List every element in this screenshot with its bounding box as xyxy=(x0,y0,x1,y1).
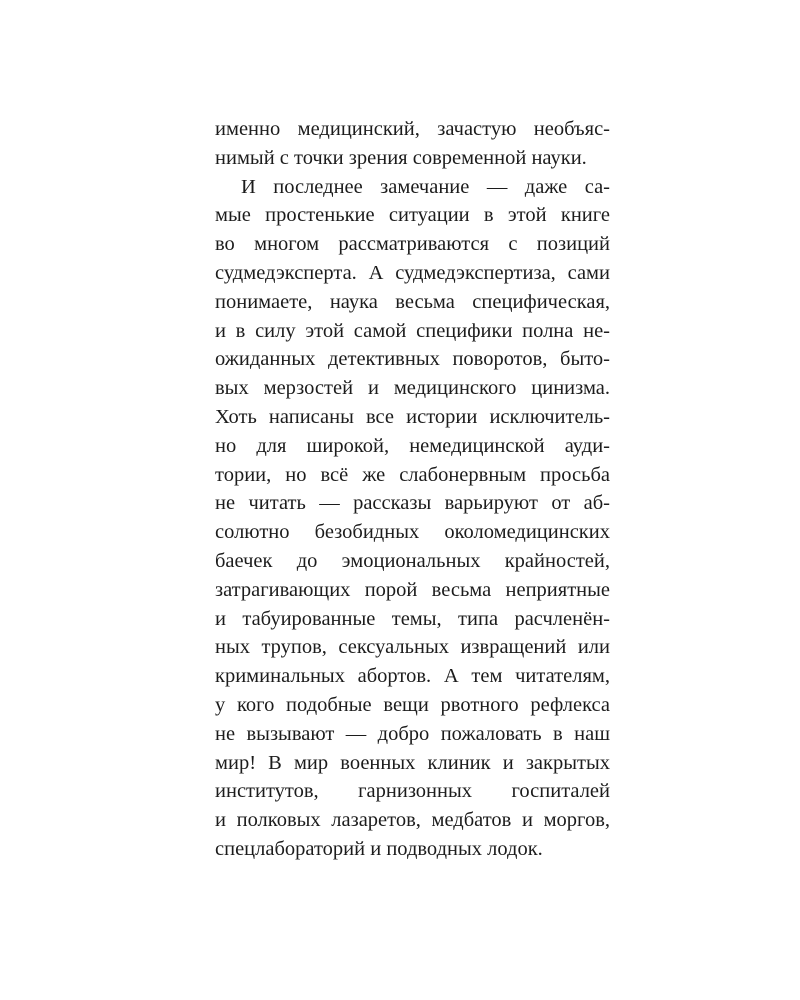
text-line: ожиданных детективных поворотов, быто- xyxy=(215,348,610,371)
text-line: судмедэксперта. А судмедэкспертиза, сами xyxy=(215,261,610,284)
text-line: не вызывают — добро пожаловать в наш xyxy=(215,722,610,745)
text-line: мые простенькие ситуации в этой книге xyxy=(215,204,610,227)
text-line: и полковых лазаретов, медбатов и моргов, xyxy=(215,809,610,832)
text-line: Хоть написаны все истории исключитель- xyxy=(215,405,610,428)
text-line: баечек до эмоциональных крайностей, xyxy=(215,549,610,572)
text-line: затрагивающих порой весьма неприятные xyxy=(215,578,610,601)
text-line: не читать — рассказы варьируют от аб- xyxy=(215,492,610,515)
text-line: вых мерзостей и медицинского цинизма. xyxy=(215,377,610,400)
text-line: во многом рассматриваются с позиций xyxy=(215,233,610,256)
text-line: тории, но всё же слабонервным просьба xyxy=(215,463,610,486)
text-line: институтов, гарнизонных госпиталей xyxy=(215,780,610,803)
text-line: нимый с точки зрения современной науки. xyxy=(215,146,587,169)
text-line: но для широкой, немедицинской ауди- xyxy=(215,434,610,457)
text-line: мир! В мир военных клиник и закрытых xyxy=(215,751,610,774)
text-line: спецлабораторий и подводных лодок. xyxy=(215,837,543,860)
text-line: у кого подобные вещи рвотного рефлекса xyxy=(215,693,610,716)
text-line: криминальных абортов. А тем читателям, xyxy=(215,665,610,688)
text-line: понимаете, наука весьма специфическая, xyxy=(215,290,610,313)
text-line: и табуированные темы, типа расчленён- xyxy=(215,607,610,630)
body-text xyxy=(215,115,610,864)
text-line: И последнее замечание — даже са- xyxy=(241,175,610,198)
text-line: именно медицинский, зачастую необъяс- xyxy=(215,118,610,140)
text-line: ных трупов, сексуальных извращений или xyxy=(215,636,610,659)
text-line: солютно безобидных околомедицинских xyxy=(215,521,610,544)
text-line: и в силу этой самой специфики полна не- xyxy=(215,319,610,342)
